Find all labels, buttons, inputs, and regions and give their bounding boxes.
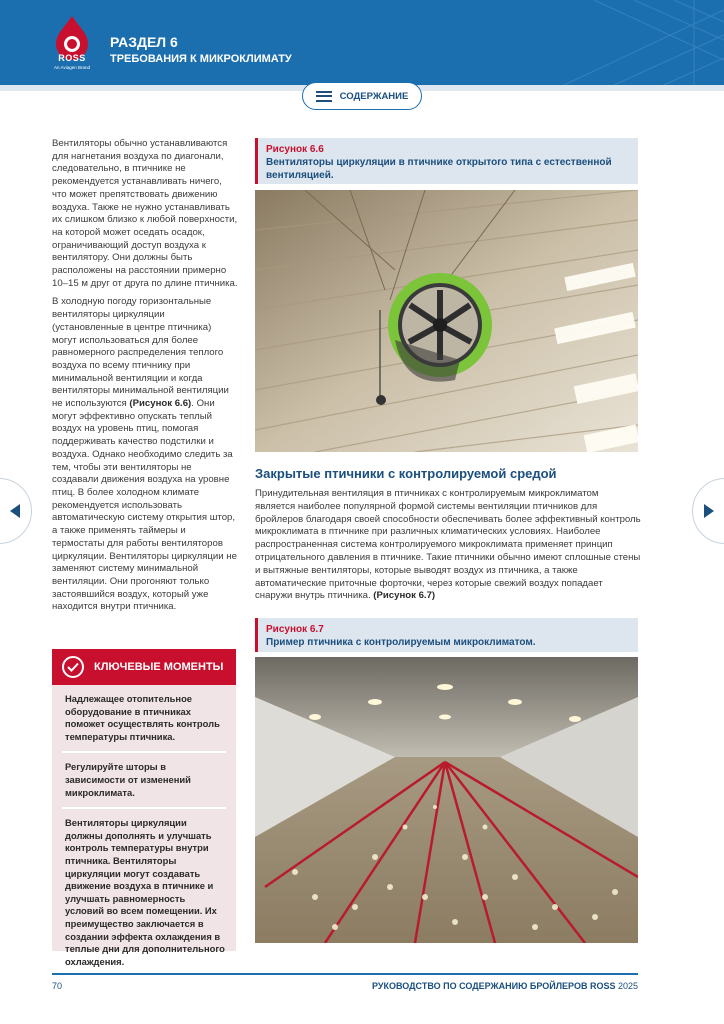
figure-6-6-photo (255, 190, 638, 452)
figure-6-7-photo (255, 657, 638, 943)
key-point-item: Регулируйте шторы в зависимости от изменений микроклимата. (62, 753, 226, 809)
key-points-box (52, 649, 236, 967)
section-heading: Закрытые птичники с контролируемой средой (255, 466, 557, 481)
key-point-item: Вентиляторы циркуляции должны дополнять и улучшать контроль температуры внутри птичника. Вентиляторы циркуляции могут создавать движение воздуха в птичнике и улучшать равномерность условий во всем помещении. Их преимущество заключается в создании эффекта охлаждения в теплые дни для дополнительного охлаждения. (65, 817, 225, 967)
contents-label: СОДЕРЖАНИЕ (339, 90, 409, 102)
figure-number: Рисунок 6.7 (266, 624, 324, 635)
next-page-button[interactable] (692, 478, 724, 544)
key-points-header (52, 649, 236, 685)
figure-reference: (Рисунок 6.6) (129, 398, 192, 410)
page-header (0, 0, 724, 85)
section-title: РАЗДЕЛ 6 (110, 34, 178, 50)
figure-6-7-caption (255, 618, 638, 652)
left-column-text (52, 138, 238, 620)
paragraph: Принудительная вентиляция в птичниках с контролируемым микроклиматом является наиболее популярной формой системы вентиляции птичников для бройлеров благодаря своей способности обеспечивать более эффективный контроль микроклимата в птичнике при различных климатических условиях. Наиболее распространенная система контролируемого микроклимата применяет принцип отрицательного давления в птичнике. Такие птичники обычно имеют сплошные стены и вытяжные вентиляторы, которые выводят воздух из птичника, а также автоматические приточные форточки, через которые свежий воздух попадает снаружи внутрь птичника. (255, 488, 641, 602)
key-points-title: КЛЮЧЕВЫЕ МОМЕНТЫ (94, 661, 224, 673)
figure-title: Вентиляторы циркуляции в птичнике открытого типа с естественной вентиляцией. (266, 157, 612, 181)
figure-reference: (Рисунок 6.7) (373, 590, 436, 602)
page-number: 70 (52, 981, 63, 991)
menu-icon (316, 91, 332, 102)
paragraph-part: . Они могут эффективно опускать теплый воздух на уровень птиц, помогая поддерживать качество подстилки и воздуха. Однако необходимо следить за тем, чтобы эти вентиляторы не создавали движения воздуха на уровне птиц. В более холодном климате рекомендуется использовать автоматическую систему открытия штор, а также применять таймеры и термостаты для работы вентиляторов циркуляции. Вентиляторы циркуляции не заменяют систему минимальной вентиляции. Они прогоняют только застоявшийся воздух, который уже находится внутри птичника. (52, 398, 237, 613)
paragraph: Вентиляторы обычно устанавливаются для нагнетания воздуха по диагонали, следовательно, в птичнике не рекомендуется устанавливать ничего, что может препятствовать движению воздуха. Также не нужно устанавливать их слишком близко к любой поверхности, на которой может оседать осадок, ограничивающий доступ воздуха к вентилятору. Они должны быть расположены на расстоянии примерно 10–15 м друг от друга по длине птичника. (52, 138, 238, 289)
broiler-house-illustration (255, 657, 638, 943)
fan-photo-illustration (255, 190, 638, 452)
footer-title-text: РУКОВОДСТВО ПО СОДЕРЖАНИЮ БРОЙЛЕРОВ ROSS (372, 981, 616, 991)
figure-number: Рисунок 6.6 (266, 144, 324, 155)
footer-year: 2025 (617, 981, 638, 991)
header-decoration (444, 0, 724, 85)
footer-title (372, 981, 638, 991)
triangle-right-icon (704, 504, 714, 518)
triangle-left-icon (10, 504, 20, 518)
section-body (255, 488, 641, 603)
prev-page-button[interactable] (0, 478, 32, 544)
figure-title: Пример птичника с контролируемым микроклиматом. (266, 637, 536, 648)
section-subtitle: ТРЕБОВАНИЯ К МИКРОКЛИМАТУ (110, 53, 292, 65)
paragraph (52, 296, 238, 614)
logo-subtext: An Aviagen Brand (54, 65, 90, 70)
paragraph-part: В холодную погоду горизонтальные вентиляторы циркуляции (установленные в центре птичника) могут использоваться для более равномерного распределения теплого воздуха по всему птичнику при минимальной вентиляции и когда вентиляторы минимальной вентиляции не используются (52, 296, 229, 410)
check-circle-icon (62, 656, 84, 678)
footer-divider (52, 973, 638, 975)
key-point-item: Надлежащее отопительное оборудование в птичниках поможет осуществлять контроль температуры птичника. (62, 685, 226, 753)
figure-6-6-caption (255, 138, 638, 184)
contents-button[interactable] (302, 82, 422, 110)
logo-text: ROSS (58, 53, 86, 63)
